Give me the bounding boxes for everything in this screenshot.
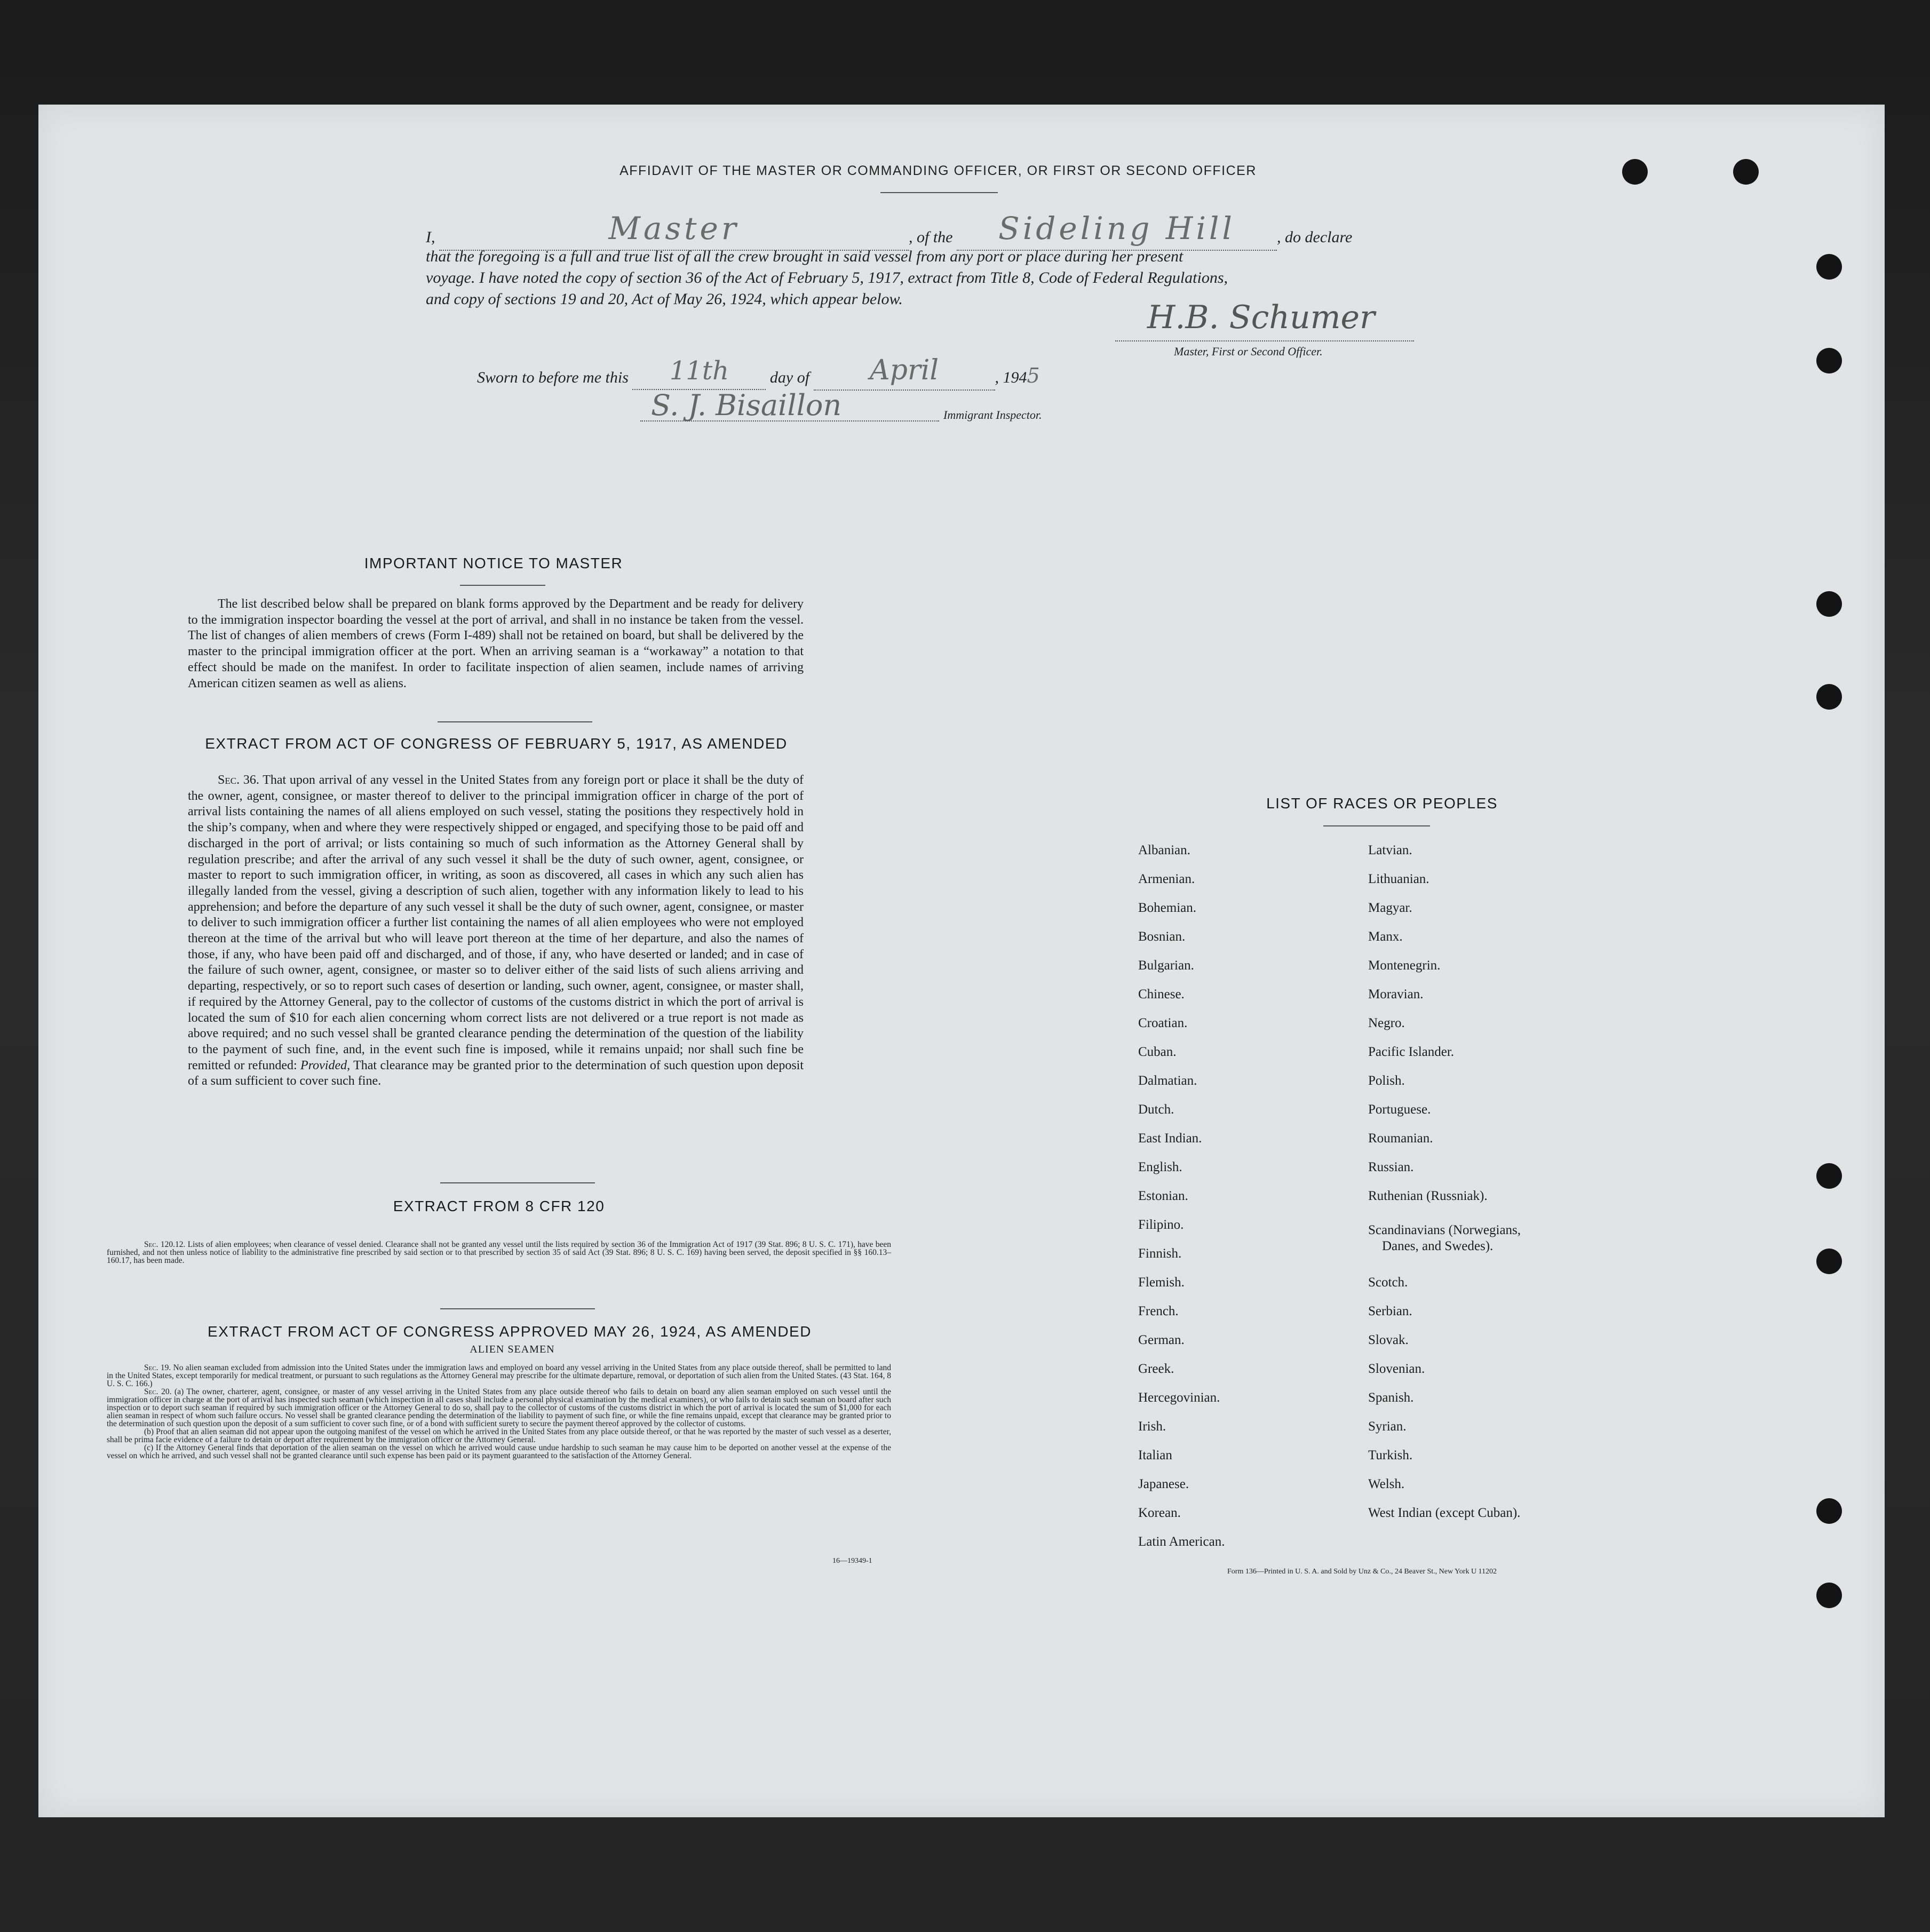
cfr-text [107, 1241, 891, 1265]
race-item: Hercegovinian. [1138, 1390, 1220, 1405]
race-item: Manx. [1368, 929, 1403, 944]
race-item: Cuban. [1138, 1045, 1177, 1059]
section-36-body: That upon arrival of any vessel in the United States from any foreign port or place it shall be the duty of the owner, agent, consignee, or master thereof to deliver to the principal immigration officer in charge of the port of arrival lists containing the names of all aliens employed on such vessel, stating the positions they respectively hold in the ship’s company, when and where they were respectively shipped or engaged, and specifying those to be paid off and discharged in the port of arrival; or lists containing so much of such information as the Attorney General shall by regulation prescribe; and after the arrival of any such vessel it shall be the duty of such owner, agent, consignee, or master to report to such immigration officer, in writing, as soon as discovered, all cases in which any such alien has illegally landed from the vessel, giving a description of such alien, together with any information likely to lead to his apprehension; and before the departure of any such vessel it shall be the duty of such owner, agent, consignee, or master to deliver to such immigration officer a further list containing the names of all alien employees who were not employed thereon at the time of the arrival but who will leave port thereon at the time of her departure, and also the names of those, if any, who have been paid off and discharged, and of those, if any, who have deserted or landed; and in case of the failure of such owner, agent, consignee, or master so to deliver either of the said lists of such aliens arriving and departing, respectively, or so to report such cases of desertion or landing, such owner, agent, consignee, or master shall, if required by the Attorney General, pay to the collector of customs of the customs district in which the port of arrival is located the sum of $10 for each alien concerning whom correct lists are not delivered or a true report is not made as above required; and no such vessel shall be granted clearance pending the determination of the question of the liability to the payment of such fine, and, in the event such fine is imposed, while it remains unpaid; nor shall such fine be remitted or refunded: [188, 773, 804, 1072]
race-item: Latvian. [1368, 843, 1412, 857]
extract-1917-title: EXTRACT FROM ACT OF CONGRESS OF FEBRUARY 5, 1917, AS AMENDED [205, 735, 788, 752]
master-caption: Master, First or Second Officer. [1174, 345, 1323, 358]
punch-hole [1816, 1583, 1842, 1608]
race-item: Latin American. [1138, 1535, 1225, 1549]
race-item: Flemish. [1138, 1275, 1185, 1290]
extract-1924-title: EXTRACT FROM ACT OF CONGRESS APPROVED MAY 26, 1924, AS AMENDED [208, 1323, 812, 1340]
race-item: Spanish. [1368, 1390, 1414, 1405]
section-20a-body: (a) The owner, charterer, agent, consignee, or master of any vessel arriving in the United States from any place outside thereof who fails to detain on board any alien seaman employed on such vessel until the immigration officer in charge at the port of arrival has inspected such seaman (which inspection in all cases shall include a personal physical examination by the medical examiners), or who fails to detain such seaman on board after such inspection or to deport such seaman if required by such immigration officer or the Attorney General to do so, shall pay to the collector of customs of the customs district in which the port of arrival is located the sum of $1,000 for each alien seaman in respect of whom such failure occurs. No vessel shall be granted clearance pending the determination of the liability to payment of such fine, or while the fine remains unpaid, except that clearance may be granted prior to the determination of such question upon the deposit of a sum sufficient to cover such fine, or of a bond with sufficient surety to secure the payment thereof approved by the collector of customs. [107, 1387, 891, 1428]
extract-1924-text [107, 1364, 891, 1460]
race-item: West Indian (except Cuban). [1368, 1506, 1521, 1520]
section-20a [107, 1388, 891, 1428]
punch-hole [1816, 1163, 1842, 1189]
form-code: 16—19349-1 [832, 1557, 872, 1565]
affidavit-line-4: and copy of sections 19 and 20, Act of May 26, 1924, which appear below. [426, 290, 903, 308]
notice-text: The list described below shall be prepared on blank forms approved by the Department and be ready for delivery to the immigration inspector boarding the vessel at the port of arrival, and shall in no instance be taken from the vessel. The list of changes of alien members of crews (Form I-489) shall not be retained on board, but shall be delivered by the master to the principal immigration officer at the port. When an arriving seaman is a “workaway” a notation to that effect should be made on the manifest. In order to facilitate inspection of alien seamen, include names of arriving American citizen seamen as well as aliens. [188, 597, 804, 690]
affidavit-line-2: that the foregoing is a full and true list of all the crew brought in said vessel from any port or place during her present [426, 248, 1184, 265]
race-item: Lithuanian. [1368, 872, 1429, 886]
race-item: Scandinavians (Norwegians, [1368, 1223, 1521, 1237]
alien-seamen-subtitle: ALIEN SEAMEN [470, 1343, 555, 1355]
race-item: Korean. [1138, 1506, 1181, 1520]
race-item: Irish. [1138, 1419, 1166, 1434]
race-item: Danes, and Swedes). [1382, 1239, 1494, 1253]
sworn-prefix: Sworn to before me this [477, 369, 629, 386]
race-item: Dutch. [1138, 1102, 1174, 1117]
race-item: Bohemian. [1138, 901, 1197, 915]
race-item: Welsh. [1368, 1477, 1405, 1491]
race-item: Polish. [1368, 1074, 1405, 1088]
race-item: Filipino. [1138, 1218, 1184, 1232]
race-item: Moravian. [1368, 987, 1424, 1001]
section-19-body: No alien seaman excluded from admission into the United States under the immigration laws and employed on board any vessel arriving in the United States from any place outside thereof, shall be permitted to land in the United States, except temporarily for medical treatment, or pursuant to such regulations as the Attorney General may prescribe for the ultimate departure, removal, or deportation of such alien from the United States. (43 Stat. 164, 8 U. S. C. 166.) [107, 1363, 891, 1388]
race-item: German. [1138, 1333, 1185, 1347]
punch-hole [1733, 159, 1759, 185]
printer-footer: Form 136—Printed in U. S. A. and Sold by Unz & Co., 24 Beaver St., New York U 11202 [1227, 1568, 1497, 1576]
section-label: Sec. 20. [144, 1387, 172, 1396]
divider [880, 192, 998, 193]
signature-line [640, 420, 939, 422]
race-item: Greek. [1138, 1362, 1174, 1376]
race-item: Scotch. [1368, 1275, 1408, 1290]
race-item: Slovak. [1368, 1333, 1409, 1347]
race-item: Bulgarian. [1138, 958, 1194, 973]
sworn-day-of: day of [769, 369, 810, 386]
race-item: Finnish. [1138, 1246, 1182, 1261]
punch-hole [1816, 348, 1842, 373]
sworn-year-prefix: , 194 [995, 369, 1027, 386]
affidavit-i: I, [426, 228, 435, 246]
race-item: French. [1138, 1304, 1179, 1318]
race-item: Italian [1138, 1448, 1172, 1462]
divider [1323, 825, 1430, 826]
affidavit-line-3: voyage. I have noted the copy of section 36 of the Act of February 5, 1917, extract from Title 8, Code of Federal Regulations, [426, 269, 1228, 287]
handwritten-vessel-name: Sideling Hill [998, 210, 1235, 247]
punch-hole [1816, 254, 1842, 280]
section-label: Sec. 19. [144, 1363, 171, 1372]
race-item: Estonian. [1138, 1189, 1188, 1203]
races-title: LIST OF RACES OR PEOPLES [1266, 795, 1498, 812]
section-19 [107, 1364, 891, 1388]
notice-title: IMPORTANT NOTICE TO MASTER [364, 555, 623, 571]
section-label: Sec. 36. [218, 773, 259, 787]
race-item: Armenian. [1138, 872, 1195, 886]
signature-line [1115, 340, 1414, 342]
sworn-line [477, 354, 1040, 391]
divider [440, 1182, 595, 1183]
provided-word: Provided, [300, 1058, 351, 1072]
affidavit-of-the: , of the [909, 228, 953, 246]
punch-hole [1622, 159, 1648, 185]
race-item: Syrian. [1368, 1419, 1407, 1434]
race-item: East Indian. [1138, 1131, 1202, 1146]
race-item: Albanian. [1138, 843, 1190, 857]
affidavit-title: AFFIDAVIT OF THE MASTER OR COMMANDING OFFICER, OR FIRST OR SECOND OFFICER [619, 163, 1257, 178]
inspector-caption: Immigrant Inspector. [943, 408, 1042, 422]
race-item: Croatian. [1138, 1016, 1188, 1030]
section-20b: (b) Proof that an alien seaman did not appear upon the outgoing manifest of the vessel on which he arrived in the United States from any place outside thereof, or that he was reported by the master of such vessel as a deserter, shall be prima facie evidence of a failure to detain or deport after requirement by the immigration officer or the Attorney General. [107, 1427, 891, 1444]
race-item: Roumanian. [1368, 1131, 1433, 1146]
race-item: Montenegrin. [1368, 958, 1441, 973]
punch-hole [1816, 1498, 1842, 1524]
race-item: Pacific Islander. [1368, 1045, 1455, 1059]
race-item: Serbian. [1368, 1304, 1412, 1318]
punch-hole [1816, 591, 1842, 617]
divider [460, 585, 545, 586]
section-20c: (c) If the Attorney General finds that deportation of the alien seaman on the vessel on which he arrived would cause undue hardship to such seaman he may cause him to be deported on another vessel at the expense of the vessel on which he arrived, and such vessel shall not be granted clearance until such expense has been paid or its payment guaranteed to the satisfaction of the Attorney General. [107, 1443, 891, 1460]
race-item: Negro. [1368, 1016, 1405, 1030]
cfr-body: Lists of alien employees; when clearance of vessel denied. Clearance shall not be granted any vessel until the lists required by section 36 of the Immigration Act of 1917 (39 Stat. 896; 8 U. S. C. 171), have been furnished, and not then unless notice of liability to the administrative fine prescribed by said section or to that prescribed by section 35 of said Act (39 Stat. 896; 8 U. S. C. 169) having been served, the deposit specified in §§ 160.13–160.17, has been made. [107, 1240, 892, 1265]
divider [440, 1308, 595, 1309]
punch-hole [1816, 1249, 1842, 1274]
divider [438, 721, 592, 722]
affidavit-line-1 [426, 210, 1450, 251]
race-item: Turkish. [1368, 1448, 1413, 1462]
extract-1917-text [188, 773, 804, 1090]
race-item: Portuguese. [1368, 1102, 1431, 1117]
handwritten-day: 11th [669, 356, 729, 386]
race-item: Japanese. [1138, 1477, 1189, 1491]
race-item: Slovenian. [1368, 1362, 1425, 1376]
affidavit-declare: , do declare [1277, 228, 1353, 246]
race-item: Bosnian. [1138, 929, 1186, 944]
section-36-proviso: That clearance may be granted prior to the determination of such question upon deposit of a sum sufficient to cover such fine. [188, 1058, 804, 1088]
cfr-title: EXTRACT FROM 8 CFR 120 [393, 1198, 605, 1214]
race-item: Russian. [1368, 1160, 1414, 1174]
punch-hole [1816, 684, 1842, 710]
race-item: Ruthenian (Russniak). [1368, 1189, 1488, 1203]
race-item: Chinese. [1138, 987, 1185, 1001]
master-signature: H.B. Schumer [1147, 299, 1375, 336]
inspector-signature: S. J. Bisaillon [651, 388, 842, 422]
handwritten-year-digit: 5 [1027, 364, 1040, 387]
section-label: Sec. 120.12. [144, 1240, 186, 1249]
race-item: Magyar. [1368, 901, 1412, 915]
race-item: English. [1138, 1160, 1182, 1174]
handwritten-month: April [870, 354, 939, 386]
race-item: Dalmatian. [1138, 1074, 1197, 1088]
handwritten-master: Master [608, 210, 740, 247]
